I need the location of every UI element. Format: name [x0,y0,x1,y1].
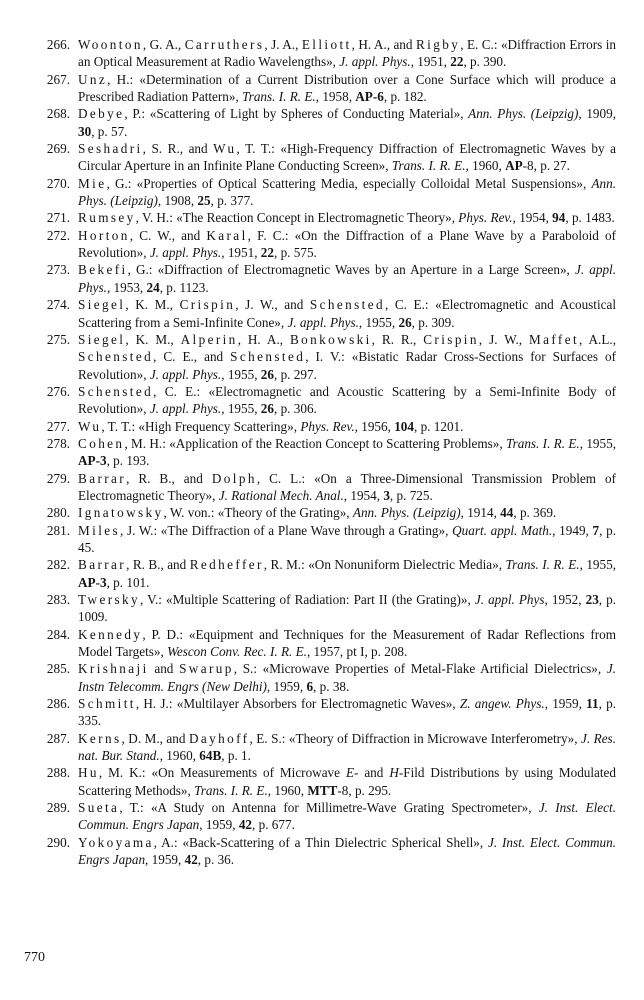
reference-text: , 1955, [358,314,399,330]
reference-text: , 1960, [267,782,308,798]
volume-number: 6 [306,678,314,694]
reference-number: 272. [46,227,70,243]
journal-title: Phys. Rev. [458,210,513,226]
reference-text: , 1957, pt I, p. 208. [306,644,408,660]
author-name: Rigby [415,37,461,52]
reference-number: 285. [46,661,70,677]
reference-text: , V.: «Multiple Scattering of Radiation: Part II (the Grating)», [140,592,475,607]
journal-title: Trans. I. R. E. [242,89,316,105]
volume-number: 94 [552,210,566,226]
journal-title: J. appl. Phys. [339,54,411,70]
author-name: Yokoyama [78,834,154,850]
journal-title: J. Inst. Elect. Commun. Engrs Japan [78,800,616,833]
author-name: Crispin [179,297,236,313]
journal-title: J. Instn Telecomm. Engrs (New Delhi) [78,661,616,694]
reference-text: , J. A., [264,37,302,52]
journal-title: J. appl. Phys. [287,314,359,330]
reference-entry [28,227,616,262]
reference-number: 273. [46,262,70,278]
volume-number: 64B [199,748,222,764]
reference-text: , H. A., and [351,37,416,52]
reference-text: , C. E.: «Electromagnetic and Acoustical Scattering from a Semi-Infinite Cone», [78,297,616,330]
reference-text: , p. 725. [389,487,433,503]
volume-number: MTT [307,782,338,798]
volume-number: 25 [197,193,211,209]
reference-text: - and [354,765,390,781]
journal-title: H [389,765,399,781]
reference-entry [28,660,616,695]
journal-title: Quart. appl. Math. [452,522,553,538]
reference-text: , 1951, [221,245,261,261]
journal-title: Trans. I. R. E. [391,158,466,174]
reference-text: , R. M.: «On Nonuniform Dielectric Media», [263,557,506,573]
reference-number: 276. [46,383,70,399]
volume-number: 3 [383,487,390,503]
reference-number: 284. [46,626,70,642]
reference-text: , p. 306. [273,401,317,417]
journal-title: J. appl. Phys. [78,262,616,295]
reference-number: 280. [46,505,70,521]
reference-text: , 1909, [578,106,616,122]
volume-number: AP-6 [355,89,384,105]
journal-title: J. appl. Phys. [149,401,222,417]
reference-text: , p. 1. [221,748,251,764]
reference-text: , p. 1201. [413,418,464,434]
reference-entry [28,504,616,521]
reference-text: , 1959, [544,696,587,712]
journal-title: Wescon Conv. Rec. I. R. E. [167,644,307,660]
author-name: Alperin [180,331,238,347]
author-name: Karal [206,227,248,243]
reference-list [28,36,616,869]
reference-text: , S. R., and [142,141,214,157]
reference-text: , p. 309. [411,314,455,330]
journal-title: Ann. Phys. (Leipzig) [78,175,616,209]
reference-text: , T.: «A Study on Antenna for Millimetre-Wave Grating Spectrometer», [119,800,539,816]
reference-number: 279. [46,470,70,486]
volume-number: AP-3 [78,453,107,469]
reference-text: , J. W., [478,331,529,347]
reference-text: , p. 297. [273,366,317,382]
author-name: Schmitt [78,696,136,712]
reference-text: , 1955, [579,557,616,573]
reference-text: , G.: «Diffraction of Electromagnetic Waves by an Aperture in a Large Screen», [127,262,575,278]
reference-text: , p. 193. [106,453,150,469]
journal-title: Z. angew. Phys. [459,696,545,712]
reference-text: , p. 57. [91,123,128,139]
author-name: Elliott [301,37,352,52]
volume-number: 11 [586,696,599,712]
reference-text: , W. von.: «Theory of the Grating», [163,505,353,521]
reference-entry [28,435,616,470]
reference-text: -Fild Distributions by using Modulated Scattering Methods», [78,765,617,798]
reference-text: , p. 36. [197,852,235,868]
reference-number: 270. [46,175,70,191]
reference-text: , H. A., [237,331,290,347]
reference-text: , C. E.: «Electromagnetic and Acoustic Scattering by a Semi-Infinite Body of Revolution», [78,383,616,417]
reference-text: , T. T.: «High-Frequency Diffraction of Electromagnetic Waves by a Circular Aperture in an Infinite Plane Conducting Screen», [78,141,616,174]
reference-number: 267. [46,71,70,87]
author-name: Horton [78,227,130,243]
reference-entry [28,105,616,140]
author-name: Redheffer [189,557,264,573]
reference-text: , 1952, [544,592,586,607]
reference-text: , 1955, [221,366,261,382]
author-name: Carruthers [184,37,265,52]
reference-number: 287. [46,730,70,746]
author-name: Kennedy [78,626,143,642]
author-name: Barrar [78,470,127,486]
reference-number: 266. [46,37,70,52]
journal-title: J. Inst. Elect. Commun. Engrs Japan [78,834,616,868]
reference-text: , 1960, [159,748,200,764]
author-name: Siegel [78,297,126,313]
reference-text: , K. M., [125,331,181,347]
reference-text: , D. M., and [121,730,189,746]
reference-text: , 1959, [266,678,307,694]
journal-title: Trans. I. R. E. [194,782,268,798]
author-name: Bekefi [78,262,128,278]
author-name: Wu [78,418,102,434]
reference-text: , 1908, [157,193,198,209]
author-name: Woonton [78,37,143,52]
author-name: Seshadri [78,141,143,157]
reference-text: , G. A., [142,37,185,52]
volume-number: 44 [500,505,514,521]
reference-text: , C. L.: «On a Three-Dimensional Transmission Problem of Electromagnetic Theory», [78,470,616,503]
reference-text: , p. 45. [78,522,617,555]
reference-entry [28,591,616,626]
reference-entry [28,522,616,557]
reference-text: , p. 377. [210,193,254,209]
author-name: Schensted [78,349,154,365]
reference-text: , J. W., and [235,297,310,313]
journal-title: Trans. I. R. E. [506,435,580,451]
reference-text: , M. H.: «Application of the Reaction Concept to Scattering Problems», [124,435,506,451]
volume-number: 42 [184,852,198,868]
reference-text: , C. W., and [129,227,207,243]
journal-title: Trans. I. R. E. [505,557,580,573]
reference-entry [28,383,616,418]
reference-entry [28,418,616,435]
reference-text: , H. J.: «Multilayer Absorbers for Electromagnetic Waves», [135,696,460,712]
volume-number: 24 [146,279,160,295]
author-name: Siegel [78,331,126,347]
author-name: Maffet [528,331,580,347]
reference-text: , 1954, [343,487,384,503]
volume-number: 7 [592,522,600,538]
reference-text: , 1953, [106,279,147,295]
reference-number: 283. [46,592,70,607]
reference-text: , 1958, [315,89,356,105]
author-name: Dayhoff [188,730,250,746]
author-name: Swarup [179,661,234,677]
reference-entry [28,175,616,210]
author-name: Barrar [78,557,127,573]
author-name: Unz [78,71,108,87]
author-name: Crispin [423,331,479,347]
reference-text: , p. 335. [78,696,617,729]
reference-text: , H.: «Determination of a Current Distribution over a Cone Surface which will produce a Prescribed Radiation Pattern», [78,71,616,105]
author-name: Schensted [78,383,154,399]
journal-title: J. Rational Mech. Anal. [218,487,344,503]
volume-number: 42 [238,817,253,833]
reference-entry [28,470,616,505]
reference-entry [28,695,616,730]
author-name: Ignatowsky [78,505,164,521]
reference-number: 268. [46,106,70,122]
reference-text: , I. V.: «Bistatic Radar Cross-Sections for Surfaces of Revolution», [78,349,616,382]
reference-text: , E. C.: «Diffraction Errors in an Optical Measurement at Radio Wavelengths», [78,37,616,70]
journal-title: J. appl. Phys. [149,245,222,261]
reference-entry [28,296,616,331]
reference-entry [28,834,616,869]
author-name: Miles [78,522,121,538]
reference-number: 281. [46,522,70,538]
journal-title: J. appl. Phys [474,592,545,607]
reference-text: , 1954, [512,210,553,226]
volume-number: 23 [585,592,599,607]
reference-text: , p. 38. [313,678,350,694]
volume-number: 30 [78,123,92,139]
author-name: Schensted [230,349,306,365]
reference-entry [28,556,616,591]
reference-number: 278. [46,435,70,451]
reference-text: , p. 101. [106,574,150,590]
reference-number: 271. [46,210,70,226]
reference-entry [28,764,616,799]
reference-text: , J. W.: «The Diffraction of a Plane Wave through a Grating», [120,522,453,538]
reference-text: , A.: «Back-Scattering of a Thin Dielectric Spherical Shell», [153,834,488,850]
reference-text: , P. D.: «Equipment and Techniques for the Measurement of Radar Reflections from Model Targets», [78,626,616,660]
reference-number: 288. [46,765,70,781]
reference-entry [28,730,616,765]
reference-text: , P.: «Scattering of Light by Spheres of Conducting Material», [124,106,469,122]
reference-text: and [148,661,180,677]
author-name: Kerns [78,730,122,746]
reference-entry [28,261,616,296]
author-name: Rumsey [78,210,136,226]
reference-number: 289. [46,800,70,816]
author-name: Twersky [78,592,141,607]
reference-text: , 1955, [579,435,617,451]
volume-number: AP [505,158,523,174]
journal-title: Phys. Rev. [300,418,355,434]
author-name: Debye [78,106,125,122]
reference-number: 274. [46,297,70,313]
reference-number: 277. [46,418,70,434]
reference-text: , 1951, [410,54,451,70]
page-number: 770 [24,950,45,965]
journal-title: Ann. Phys. (Leipzig) [352,505,461,521]
reference-text: , p. 369. [513,505,557,521]
reference-text: , E. S.: «Theory of Diffraction in Microwave Interferometry», [249,730,581,746]
volume-number: AP-3 [78,574,107,590]
reference-entry [28,140,616,175]
reference-number: 282. [46,557,70,573]
reference-text: , C. E., and [153,349,231,365]
reference-text: , K. M., [125,297,180,313]
journal-title: Ann. Phys. (Leipzig) [468,106,579,122]
volume-number: 26 [260,401,274,417]
journal-title: J. Res. nat. Bur. Stand. [78,730,616,764]
author-name: Dolph [211,470,257,486]
reference-number: 275. [46,331,70,347]
reference-text: , p. 575. [273,245,317,261]
author-name: Sueta [78,800,120,816]
reference-text: , V. H.: «The Reaction Concept in Electromagnetic Theory», [135,210,459,226]
reference-entry [28,331,616,383]
reference-entry [28,626,616,661]
reference-entry [28,36,616,71]
reference-entry [28,799,616,834]
reference-text: , S.: «Microwave Properties of Metal-Flake Artificial Dielectrics», [233,661,607,677]
journal-title: J. appl. Phys. [149,366,222,382]
reference-text: , R. B., and [126,470,212,486]
author-name: Cohen [78,435,125,451]
author-name: Wu [213,141,237,157]
reference-text: , 1914, [460,505,501,521]
reference-entry [28,71,616,106]
reference-text: , p. 677. [252,817,295,833]
reference-text: , G.: «Properties of Optical Scattering Media, especially Colloidal Metal Suspensions», [106,175,592,191]
reference-entry [28,209,616,226]
reference-text: , p. 182. [383,89,427,105]
volume-number: 22 [450,54,464,70]
reference-text: , 1959, [145,852,185,868]
reference-text: , 1955, [221,401,261,417]
reference-number: 290. [46,834,70,850]
reference-text: , 1959, [199,817,239,833]
reference-text: , R. R., [371,331,424,347]
reference-text: , R. B., and [126,557,190,573]
reference-text: , T. T.: «High Frequency Scattering», [101,418,301,434]
reference-text: , p. 390. [463,54,507,70]
journal-title: E [345,765,354,781]
reference-text: , 1949, [552,522,593,538]
volume-number: 26 [260,366,274,382]
reference-text: , p. 1009. [78,592,617,625]
author-name: Hu [78,765,99,781]
reference-text: , p. 1483. [565,210,615,226]
author-name: Mie [78,175,107,191]
author-name: Schensted [309,297,385,313]
reference-text: , A.L., [579,331,616,347]
reference-number: 269. [46,141,70,157]
author-name: Krishnaji [78,661,149,677]
reference-text: , 1956, [354,418,395,434]
volume-number: 104 [394,418,414,434]
reference-text: -8, p. 27. [522,158,570,174]
author-name: Bonkowski [289,331,372,347]
volume-number: 26 [398,314,412,330]
reference-text: , F. C.: «On the Diffraction of a Plane Wave by a Paraboloid of Revolution», [78,227,616,261]
reference-text: , p. 1123. [159,279,209,295]
reference-number: 286. [46,696,70,712]
reference-text: , M. K.: «On Measurements of Microwave [98,765,346,781]
reference-text: -8, p. 295. [337,782,392,798]
reference-text: , 1960, [465,158,506,174]
volume-number: 22 [260,245,274,261]
